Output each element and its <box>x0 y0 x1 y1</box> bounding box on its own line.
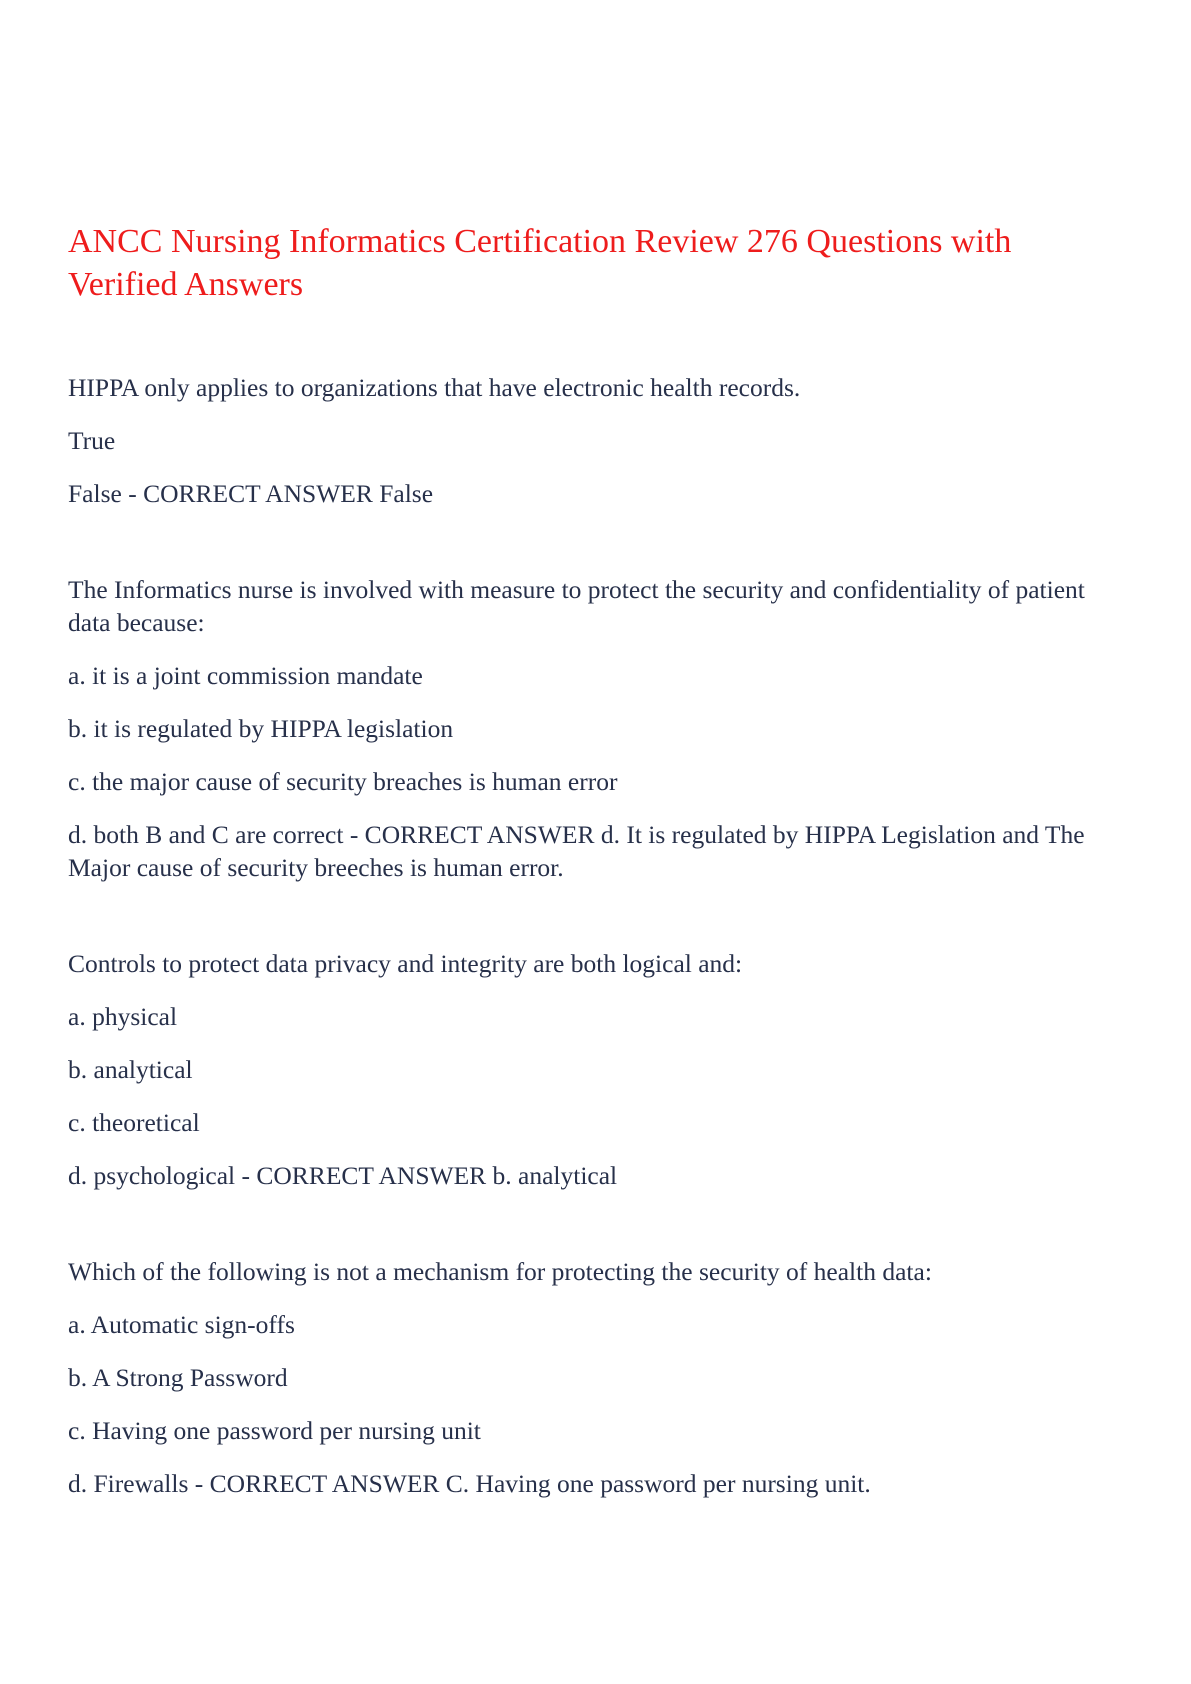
answer-option: b. A Strong Password <box>68 1363 288 1392</box>
question-block-2 <box>68 573 1128 884</box>
question-text: HIPPA only applies to organizations that have electronic health records. <box>68 373 801 402</box>
answer-option-with-correct-answer: d. psychological - CORRECT ANSWER b. analytical <box>68 1161 618 1190</box>
answer-option: b. analytical <box>68 1055 193 1084</box>
question-block-1 <box>68 371 1128 510</box>
question-list <box>68 371 1128 1500</box>
answer-option: c. theoretical <box>68 1108 200 1137</box>
answer-option-with-correct-answer: False - CORRECT ANSWER False <box>68 479 434 508</box>
question-text: The Informatics nurse is involved with measure to protect the security and confidentiality of patient data because: <box>68 575 1085 637</box>
answer-option: c. Having one password per nursing unit <box>68 1416 481 1445</box>
question-block-4 <box>68 1255 1128 1500</box>
answer-option: a. physical <box>68 1002 178 1031</box>
question-text: Controls to protect data privacy and integrity are both logical and: <box>68 949 743 978</box>
answer-option-with-correct-answer: d. both B and C are correct - CORRECT ANSWER d. It is regulated by HIPPA Legislation and The Major cause of security breeches is human error. <box>68 820 1085 882</box>
answer-option: a. it is a joint commission mandate <box>68 661 423 690</box>
answer-option-with-correct-answer: d. Firewalls - CORRECT ANSWER C. Having one password per nursing unit. <box>68 1469 871 1498</box>
document-title: ANCC Nursing Informatics Certification Review 276 Questions with Verified Answers <box>68 223 1012 303</box>
question-text: Which of the following is not a mechanism for protecting the security of health data: <box>68 1257 932 1286</box>
answer-option: a. Automatic sign-offs <box>68 1310 295 1339</box>
answer-option: c. the major cause of security breaches is human error <box>68 767 618 796</box>
answer-option: True <box>68 426 116 455</box>
question-block-3 <box>68 947 1128 1192</box>
answer-option: b. it is regulated by HIPPA legislation <box>68 714 454 743</box>
